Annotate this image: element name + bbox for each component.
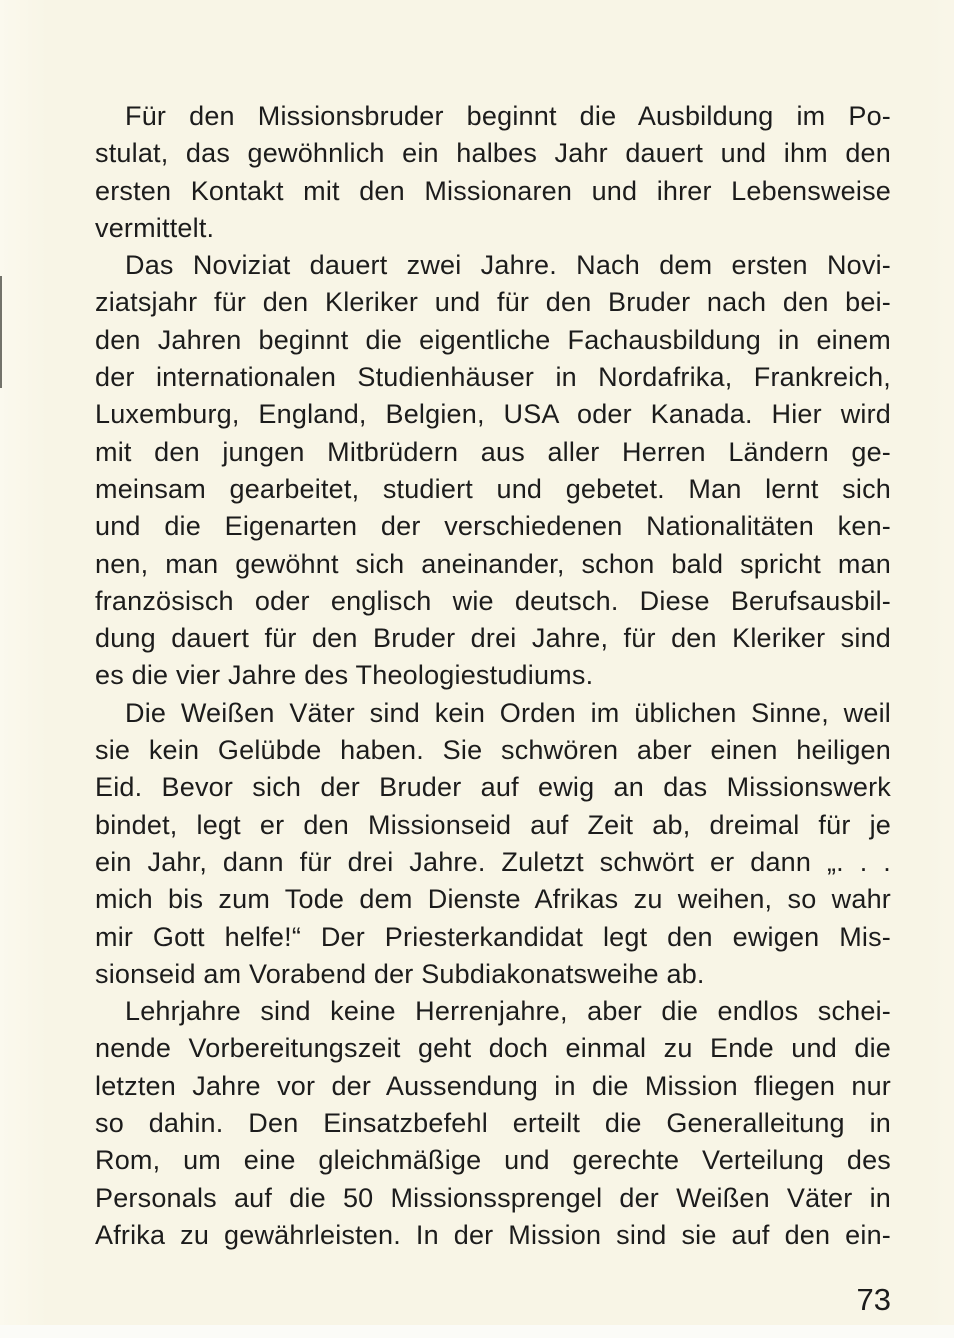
body-text [95, 98, 891, 1254]
text-line: nen, man gewöhnt sich aneinander, schon bald spricht man [95, 548, 891, 579]
text-line: Eid. Bevor sich der Bruder auf ewig an das Missionswerk [95, 772, 891, 803]
text-line: Luxemburg, England, Belgien, USA oder Kanada. Hier wird [95, 399, 891, 430]
text-line: Für den Missionsbruder beginnt die Ausbildung im Po- [125, 101, 891, 131]
text-line: meinsam gearbeitet, studiert und gebetet. Man lernt sich [95, 473, 891, 504]
text-line: vermittelt. [95, 212, 215, 243]
text-line: nende Vorbereitungszeit geht doch einmal zu Ende und die [95, 1033, 891, 1064]
paragraph-1 [95, 98, 891, 247]
text-line: stulat, das gewöhnlich ein halbes Jahr dauert und ihm den [95, 138, 891, 169]
text-line: mit den jungen Mitbrüdern aus aller Herren Ländern ge- [95, 436, 891, 467]
text-line: Rom, um eine gleichmäßige und gerechte Verteilung des [95, 1145, 891, 1176]
paragraph-2 [95, 247, 891, 695]
text-line: und die Eigenarten der verschiedenen Nationalitäten ken- [95, 511, 891, 542]
page-number: 73 [856, 1282, 891, 1317]
scan-artifact-bottom-edge [0, 1325, 954, 1338]
text-line: Afrika zu gewährleisten. In der Mission sind sie auf den ein- [95, 1219, 891, 1250]
text-line: es die vier Jahre des Theologiestudiums. [95, 660, 594, 691]
text-line: ziatsjahr für den Kleriker und für den Bruder nach den bei- [95, 287, 891, 318]
text-line: Das Noviziat dauert zwei Jahre. Nach dem ersten Novi- [125, 250, 891, 281]
text-line: Personals auf die 50 Missionssprengel der Weißen Väter in [95, 1182, 891, 1213]
text-line: französisch oder englisch wie deutsch. Diese Berufsausbil- [95, 585, 891, 616]
text-line: sie kein Gelübde haben. Sie schwören aber einen heiligen [95, 735, 891, 766]
text-line: dung dauert für den Bruder drei Jahre, für den Kleriker sind [95, 623, 891, 654]
text-line: den Jahren beginnt die eigentliche Fachausbildung in einem [95, 324, 891, 355]
text-line: ersten Kontakt mit den Missionaren und ihrer Lebensweise [95, 175, 891, 206]
text-line: letzten Jahre vor der Aussendung in die Mission fliegen nur [95, 1070, 891, 1101]
scan-artifact-left-edge [0, 276, 2, 388]
text-line: so dahin. Den Einsatzbefehl erteilt die Generalleitung in [95, 1108, 891, 1139]
text-line: sionseid am Vorabend der Subdiakonatsweihe ab. [95, 958, 705, 989]
text-line: mir Gott helfe!“ Der Priesterkandidat legt den ewigen Mis- [95, 921, 891, 952]
paragraph-4 [95, 993, 891, 1254]
text-line: der internationalen Studienhäuser in Nordafrika, Frankreich, [95, 362, 891, 393]
text-line: mich bis zum Tode dem Dienste Afrikas zu weihen, so wahr [95, 884, 891, 915]
text-line: Lehrjahre sind keine Herrenjahre, aber die endlos schei- [125, 996, 891, 1027]
text-line: Die Weißen Väter sind kein Orden im üblichen Sinne, weil [125, 697, 891, 728]
paragraph-3 [95, 695, 891, 993]
text-line: bindet, legt er den Missionseid auf Zeit ab, dreimal für je [95, 809, 891, 840]
text-line: ein Jahr, dann für drei Jahre. Zuletzt schwört er dann „. . . [95, 846, 891, 877]
